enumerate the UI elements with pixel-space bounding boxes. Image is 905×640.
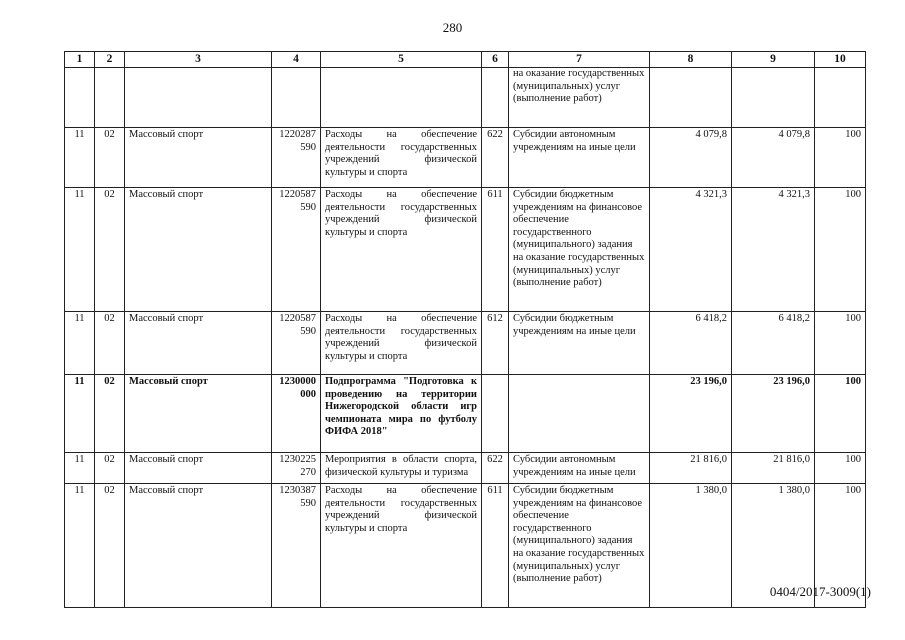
header-col-3: 3 [125,52,272,68]
header-col-4: 4 [272,52,321,68]
actual-amount-cell: 4 321,3 [732,188,815,312]
actual-amount-cell: 23 196,0 [732,375,815,453]
expense-type-name-cell [509,375,650,453]
section-name-cell: Массовый спорт [125,188,272,312]
header-col-2: 2 [95,52,125,68]
target-code-cell: 1230000 000 [272,375,321,453]
header-row [65,52,866,68]
expense-type-code-cell: 622 [482,128,509,188]
continuation-type-name: на оказание государственных (муниципальных) услуг (выполнение работ) [509,68,650,128]
purpose-cell: Подпрограмма "Подготовка к проведению на территории Нижегородской области игр чемпионата мира по футболу ФИФА 2018" [321,375,482,453]
continuation-row [65,68,866,128]
expense-type-name-cell: Субсидии бюджетным учреждениям на финансовое обеспечение государственного (муниципального) задания на оказание государственных (муниципальных) услуг (выполнение работ) [509,188,650,312]
percent-cell: 100 [815,128,866,188]
table-row [65,312,866,375]
target-code-cell: 1220587 590 [272,312,321,375]
target-code-cell: 1220587 590 [272,188,321,312]
expense-type-code-cell: 612 [482,312,509,375]
purpose-cell: Расходы на обеспечение деятельности государственных учреждений физической культуры и спорта [321,312,482,375]
percent-cell: 100 [815,188,866,312]
expense-type-code-cell: 611 [482,484,509,608]
section-name-cell: Массовый спорт [125,312,272,375]
table-row [65,375,866,453]
percent-cell: 100 [815,453,866,484]
target-code-cell: 1230225 270 [272,453,321,484]
purpose-cell: Расходы на обеспечение деятельности государственных учреждений физической культуры и спорта [321,188,482,312]
purpose-cell: Расходы на обеспечение деятельности государственных учреждений физической культуры и спорта [321,484,482,608]
expense-type-name-cell: Субсидии автономным учреждениям на иные цели [509,453,650,484]
subsection-cell: 02 [95,453,125,484]
expense-type-name-cell: Субсидии бюджетным учреждениям на финансовое обеспечение государственного (муниципального) задания на оказание государственных (муниципальных) услуг (выполнение работ) [509,484,650,608]
table-row [65,128,866,188]
table-body [65,68,866,608]
page-number: 280 [442,20,463,35]
subsection-cell: 02 [95,312,125,375]
target-code-cell: 1220287 590 [272,128,321,188]
subsection-cell: 02 [95,128,125,188]
header-col-7: 7 [509,52,650,68]
section-name-cell: Массовый спорт [125,128,272,188]
section-name-cell: Массовый спорт [125,484,272,608]
header-col-8: 8 [650,52,732,68]
expense-type-code-cell: 611 [482,188,509,312]
percent-cell: 100 [815,312,866,375]
expense-type-code-cell: 622 [482,453,509,484]
header-col-10: 10 [815,52,866,68]
actual-amount-cell: 21 816,0 [732,453,815,484]
header-col-6: 6 [482,52,509,68]
actual-amount-cell: 1 380,0 [732,484,815,608]
section-cell: 11 [65,375,95,453]
section-name-cell: Массовый спорт [125,375,272,453]
percent-cell: 100 [815,484,866,608]
table-row [65,453,866,484]
header-col-5: 5 [321,52,482,68]
section-cell: 11 [65,312,95,375]
section-cell: 11 [65,484,95,608]
plan-amount-cell: 4 079,8 [650,128,732,188]
header-col-9: 9 [732,52,815,68]
section-cell: 11 [65,188,95,312]
expense-type-name-cell: Субсидии автономным учреждениям на иные цели [509,128,650,188]
header-col-1: 1 [65,52,95,68]
actual-amount-cell: 4 079,8 [732,128,815,188]
purpose-cell: Расходы на обеспечение деятельности государственных учреждений физической культуры и спорта [321,128,482,188]
subsection-cell: 02 [95,484,125,608]
plan-amount-cell: 1 380,0 [650,484,732,608]
table-row [65,484,866,608]
expense-type-name-cell: Субсидии бюджетным учреждениям на иные цели [509,312,650,375]
subsection-cell: 02 [95,188,125,312]
subsection-cell: 02 [95,375,125,453]
actual-amount-cell: 6 418,2 [732,312,815,375]
plan-amount-cell: 21 816,0 [650,453,732,484]
expense-type-code-cell [482,375,509,453]
target-code-cell: 1230387 590 [272,484,321,608]
table-row [65,188,866,312]
plan-amount-cell: 4 321,3 [650,188,732,312]
percent-cell: 100 [815,375,866,453]
section-cell: 11 [65,453,95,484]
document-code: 0404/2017-3009(1) [769,584,871,599]
section-cell: 11 [65,128,95,188]
plan-amount-cell: 6 418,2 [650,312,732,375]
plan-amount-cell: 23 196,0 [650,375,732,453]
purpose-cell: Мероприятия в области спорта, физической культуры и туризма [321,453,482,484]
budget-table [64,51,866,608]
section-name-cell: Массовый спорт [125,453,272,484]
